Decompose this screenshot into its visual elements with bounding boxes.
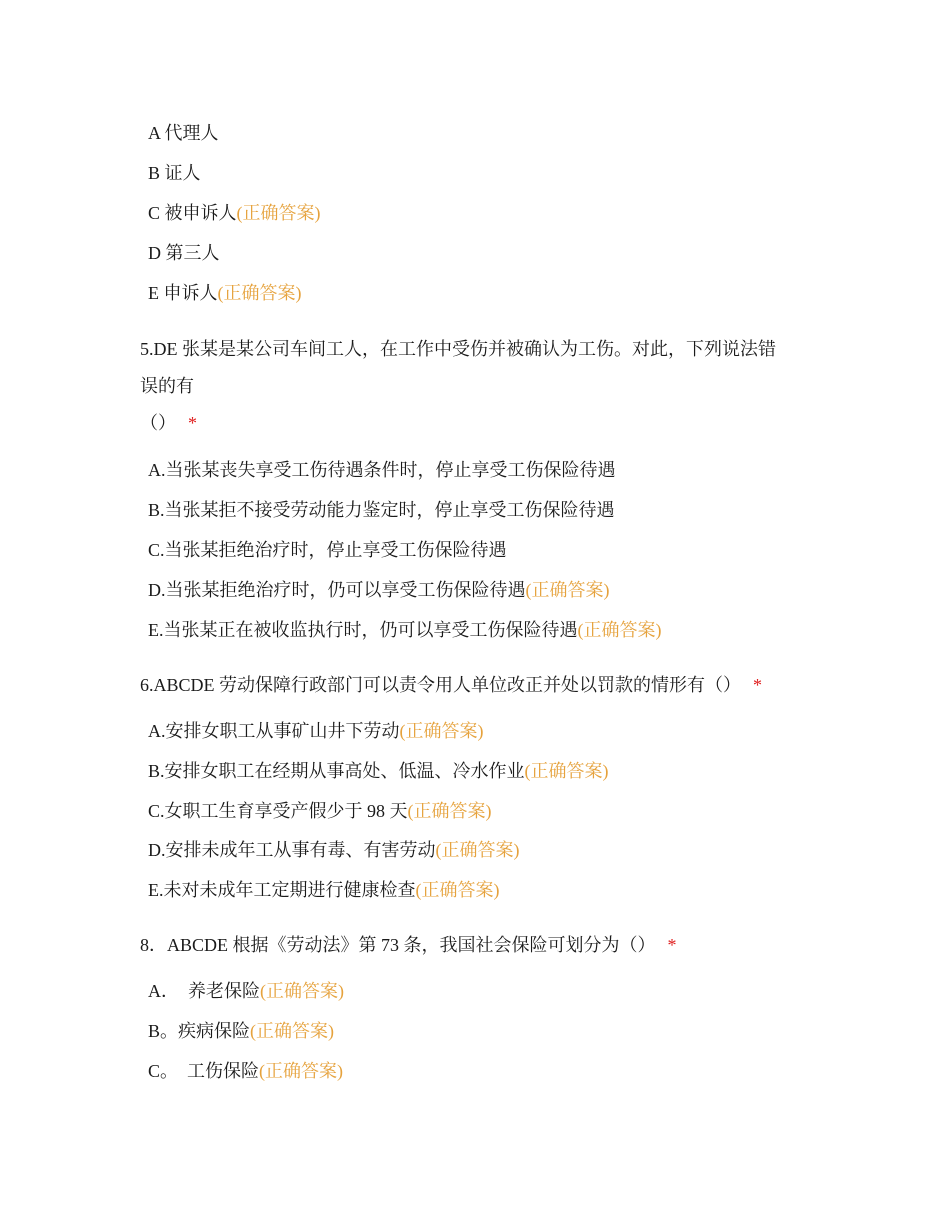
option-q6-d[interactable] [148,838,520,862]
option-text: B.当张某拒不接受劳动能力鉴定时，停止享受工伤保险待遇 [148,500,615,520]
correct-answer-label: (正确答案) [260,981,344,1001]
option-q6-e[interactable] [148,878,500,902]
option-q4-d[interactable] [148,241,220,265]
option-q8-b[interactable] [148,1019,334,1043]
correct-answer-label: (正确答案) [399,721,484,741]
correct-answer-label: (正确答案) [407,801,492,821]
correct-answer-label: (正确答案) [524,761,609,781]
option-q6-a[interactable] [148,719,484,743]
correct-answer-label: (正确答案) [259,1061,344,1081]
correct-answer-label: (正确答案) [435,840,520,860]
option-q4-c[interactable] [148,201,321,225]
option-text: E.未对未成年工定期进行健康检查 [148,880,416,900]
option-q5-d[interactable] [148,578,610,602]
option-text: C.女职工生育享受产假少于 98 天 [148,801,408,821]
option-text: D.安排未成年工从事有毒、有害劳动 [148,840,436,860]
question-text: 6.ABCDE 劳动保障行政部门可以责令用人单位改正并处以罚款的情形有（） [140,675,742,695]
required-asterisk: * [753,675,763,695]
question-text: 8．ABCDE 根据《劳动法》第 73 条，我国社会保险可划分为（） [140,935,656,955]
option-text: D 第三人 [148,243,220,263]
option-q4-a[interactable] [148,121,219,145]
option-q5-b[interactable] [148,498,615,522]
option-text: D.当张某拒绝治疗时，仍可以享受工伤保险待遇 [148,580,526,600]
option-q5-c[interactable] [148,538,507,562]
option-q4-b[interactable] [148,161,201,185]
option-text: B.安排女职工在经期从事高处、低温、冷水作业 [148,761,525,781]
required-asterisk: * [667,935,677,955]
option-text: B。疾病保险 [148,1021,251,1041]
option-text: E.当张某正在被收监执行时，仍可以享受工伤保险待遇 [148,620,578,640]
option-q5-a[interactable] [148,458,616,482]
question-5-title-line1: 5.DE 张某是某公司车间工人，在工作中受伤并被确认为工伤。对此，下列说法错 [140,339,776,359]
correct-answer-label: (正确答案) [217,283,302,303]
option-q8-c[interactable] [148,1059,343,1083]
option-text: C.当张某拒绝治疗时，停止享受工伤保险待遇 [148,540,507,560]
question-5-title-line2: 误的有 [140,376,194,396]
required-asterisk: * [188,413,197,433]
option-text: B 证人 [148,163,201,183]
option-q4-e[interactable] [148,281,302,305]
option-text: A． 养老保险 [148,981,260,1001]
option-text: E 申诉人 [148,283,218,303]
option-q6-c[interactable] [148,799,492,823]
question-6-title [140,673,762,697]
option-text: C。 工伤保险 [148,1061,260,1081]
question-8-title [140,933,677,957]
option-q6-b[interactable] [148,759,609,783]
correct-answer-label: (正确答案) [525,580,610,600]
correct-answer-label: (正确答案) [250,1021,335,1041]
question-blank: （） [140,413,176,433]
option-q5-e[interactable] [148,618,662,642]
option-text: A.安排女职工从事矿山井下劳动 [148,721,400,741]
correct-answer-label: (正确答案) [577,620,662,640]
option-text: A 代理人 [148,123,219,143]
option-text: A.当张某丧失享受工伤待遇条件时，停止享受工伤保险待遇 [148,460,616,480]
question-5-title-line3 [140,411,197,435]
correct-answer-label: (正确答案) [236,203,321,223]
correct-answer-label: (正确答案) [415,880,500,900]
option-text: C 被申诉人 [148,203,237,223]
option-q8-a[interactable] [148,979,344,1003]
